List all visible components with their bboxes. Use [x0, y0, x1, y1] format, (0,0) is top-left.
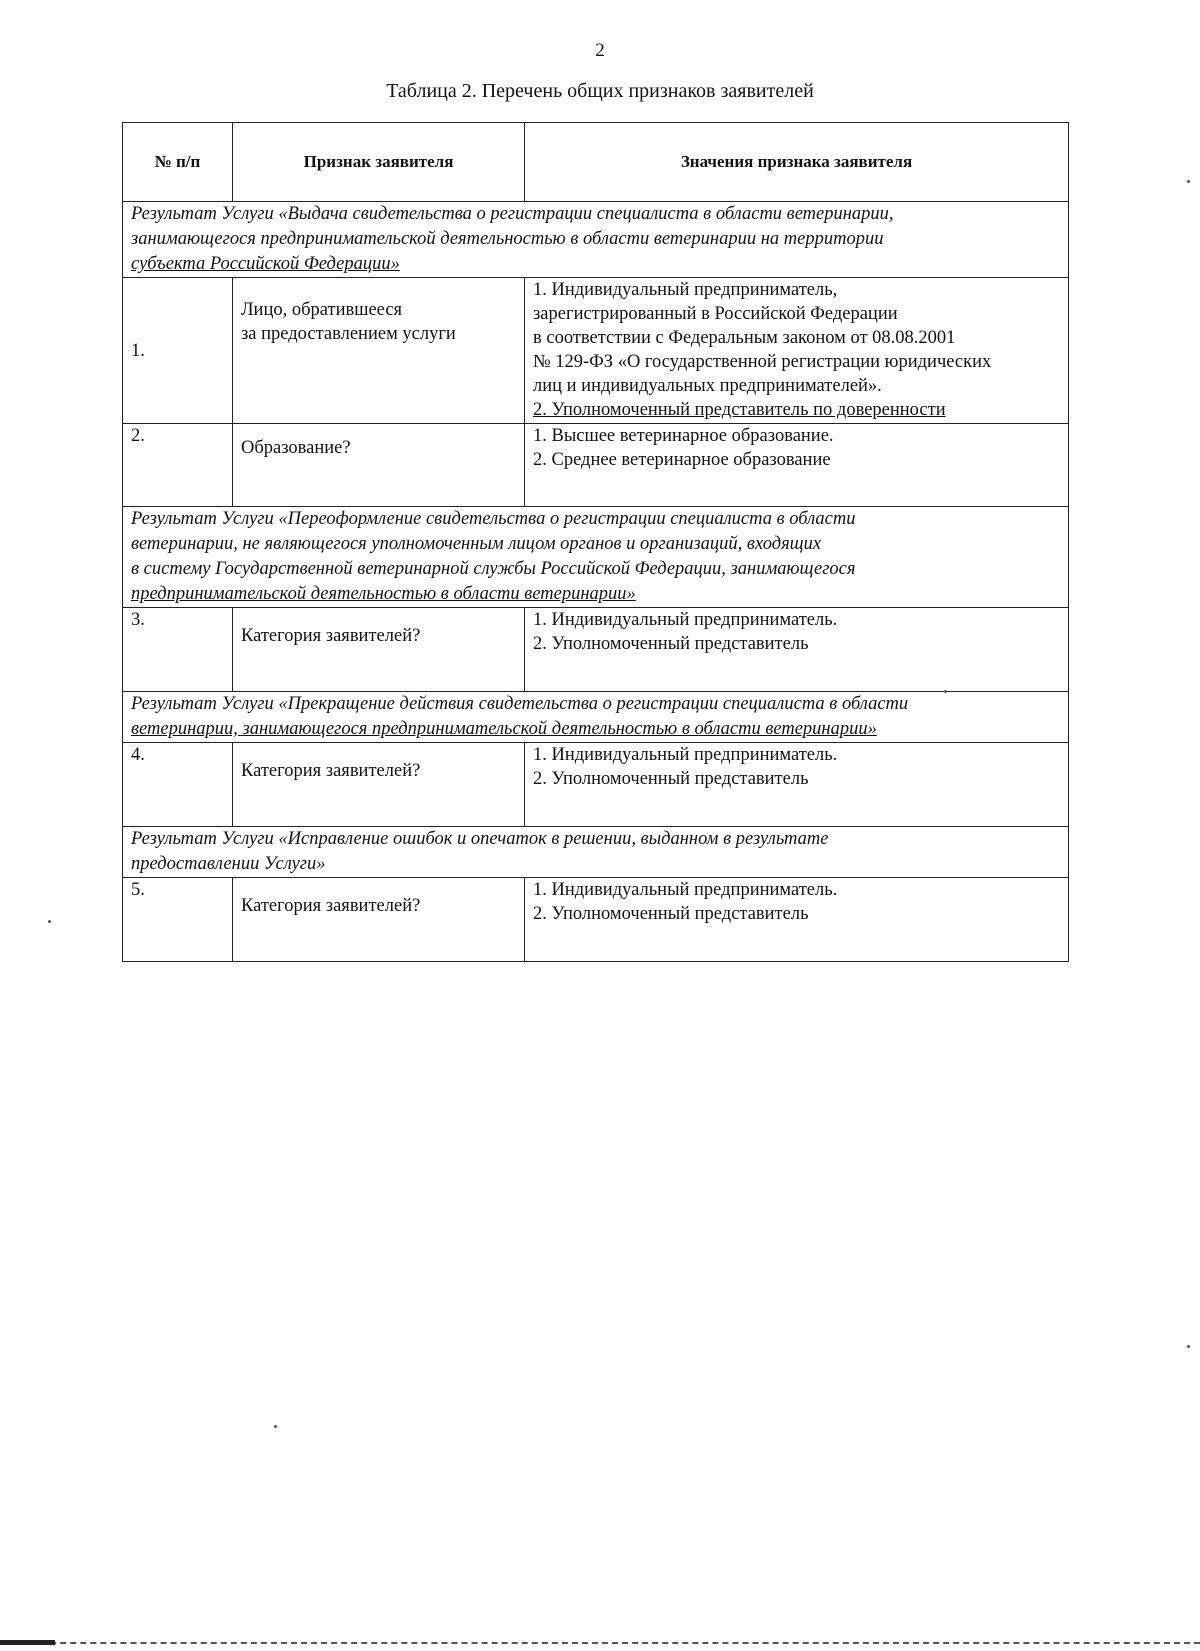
table-row: [123, 608, 1069, 692]
value-line: 2. Уполномоченный представитель: [533, 634, 809, 654]
criterion-line: Категория заявителей?: [241, 626, 421, 646]
scan-speck: [1187, 1345, 1190, 1348]
header-values: Значения признака заявителя: [525, 123, 1069, 202]
section-row: [123, 692, 1069, 743]
value-line: № 129-ФЗ «О государственной регистрации юридических: [533, 352, 992, 372]
section-title-line: Результат Услуги «Исправление ошибок и опечаток в решении, выданном в результате: [131, 829, 829, 849]
row-values: [525, 278, 1069, 424]
value-line: 1. Высшее ветеринарное образование.: [533, 426, 834, 446]
section-title-line: ветеринарии, занимающегося предпринимательской деятельностью в области ветеринарии»: [131, 719, 877, 739]
section-title-line: предпринимательской деятельностью в области ветеринарии»: [131, 584, 636, 604]
value-line: 1. Индивидуальный предприниматель,: [533, 280, 838, 300]
section-title-line: занимающегося предпринимательской деятельностью в области ветеринарии на территории: [131, 229, 884, 249]
table-row: [123, 278, 1069, 424]
row-values: [525, 743, 1069, 827]
value-line: 1. Индивидуальный предприниматель.: [533, 880, 838, 900]
criterion-line: Категория заявителей?: [241, 896, 421, 916]
table-title: Таблица 2. Перечень общих признаков заявителей: [386, 80, 814, 102]
header-num: № п/п: [123, 123, 233, 202]
section-title-line: субъекта Российской Федерации»: [131, 254, 400, 274]
scan-speck: [274, 1425, 277, 1428]
page-bottom-rule: [0, 1642, 1200, 1644]
value-line: 1. Индивидуальный предприниматель.: [533, 745, 838, 765]
criterion-line: Лицо, обратившееся: [241, 300, 403, 320]
row-values: [525, 608, 1069, 692]
value-line: в соответствии с Федеральным законом от 08.08.2001: [533, 328, 956, 348]
table-row: [123, 878, 1069, 962]
section-title: [123, 692, 1069, 743]
scan-speck: [48, 920, 51, 923]
row-criterion: [233, 424, 525, 507]
section-title-line: Результат Услуги «Прекращение действия свидетельства о регистрации специалиста в области: [131, 694, 909, 714]
row-criterion: [233, 743, 525, 827]
section-title-line: в систему Государственной ветеринарной службы Российской Федерации, занимающегося: [131, 559, 856, 579]
section-title-line: Результат Услуги «Выдача свидетельства о регистрации специалиста в области ветеринарии,: [131, 204, 894, 224]
table-header-row: [123, 123, 1069, 202]
section-row: [123, 827, 1069, 878]
section-title: [123, 202, 1069, 278]
row-num: 1.: [123, 278, 233, 424]
value-line: 2. Среднее ветеринарное образование: [533, 450, 831, 470]
row-num: 5.: [123, 878, 233, 962]
header-criterion: Признак заявителя: [233, 123, 525, 202]
row-criterion: [233, 278, 525, 424]
scan-speck: [944, 690, 947, 693]
table-row: [123, 743, 1069, 827]
criterion-line: за предоставлением услуги: [241, 324, 456, 344]
page-number: 2: [595, 40, 605, 61]
row-num: 4.: [123, 743, 233, 827]
value-line: 1. Индивидуальный предприниматель.: [533, 610, 838, 630]
section-title-line: Результат Услуги «Переоформление свидетельства о регистрации специалиста в области: [131, 509, 856, 529]
value-line: 2. Уполномоченный представитель: [533, 769, 809, 789]
value-line: 2. Уполномоченный представитель по доверенности: [533, 400, 946, 420]
section-title: [123, 507, 1069, 608]
criterion-line: Образование?: [241, 438, 351, 458]
section-title: [123, 827, 1069, 878]
criterion-line: Категория заявителей?: [241, 761, 421, 781]
value-line: 2. Уполномоченный представитель: [533, 904, 809, 924]
applicant-criteria-table: [122, 122, 1069, 962]
value-line: зарегистрированный в Российской Федерации: [533, 304, 898, 324]
row-values: [525, 424, 1069, 507]
row-num: 3.: [123, 608, 233, 692]
section-row: [123, 507, 1069, 608]
page-bottom-mark: [0, 1640, 55, 1645]
row-num: 2.: [123, 424, 233, 507]
row-values: [525, 878, 1069, 962]
section-title-line: ветеринарии, не являющегося уполномоченным лицом органов и организаций, входящих: [131, 534, 822, 554]
table-row: [123, 424, 1069, 507]
value-line: лиц и индивидуальных предпринимателей».: [533, 376, 882, 396]
section-row: [123, 202, 1069, 278]
scan-speck: [1187, 180, 1190, 183]
section-title-line: предоставлении Услуги»: [131, 854, 326, 874]
row-criterion: [233, 608, 525, 692]
row-criterion: [233, 878, 525, 962]
